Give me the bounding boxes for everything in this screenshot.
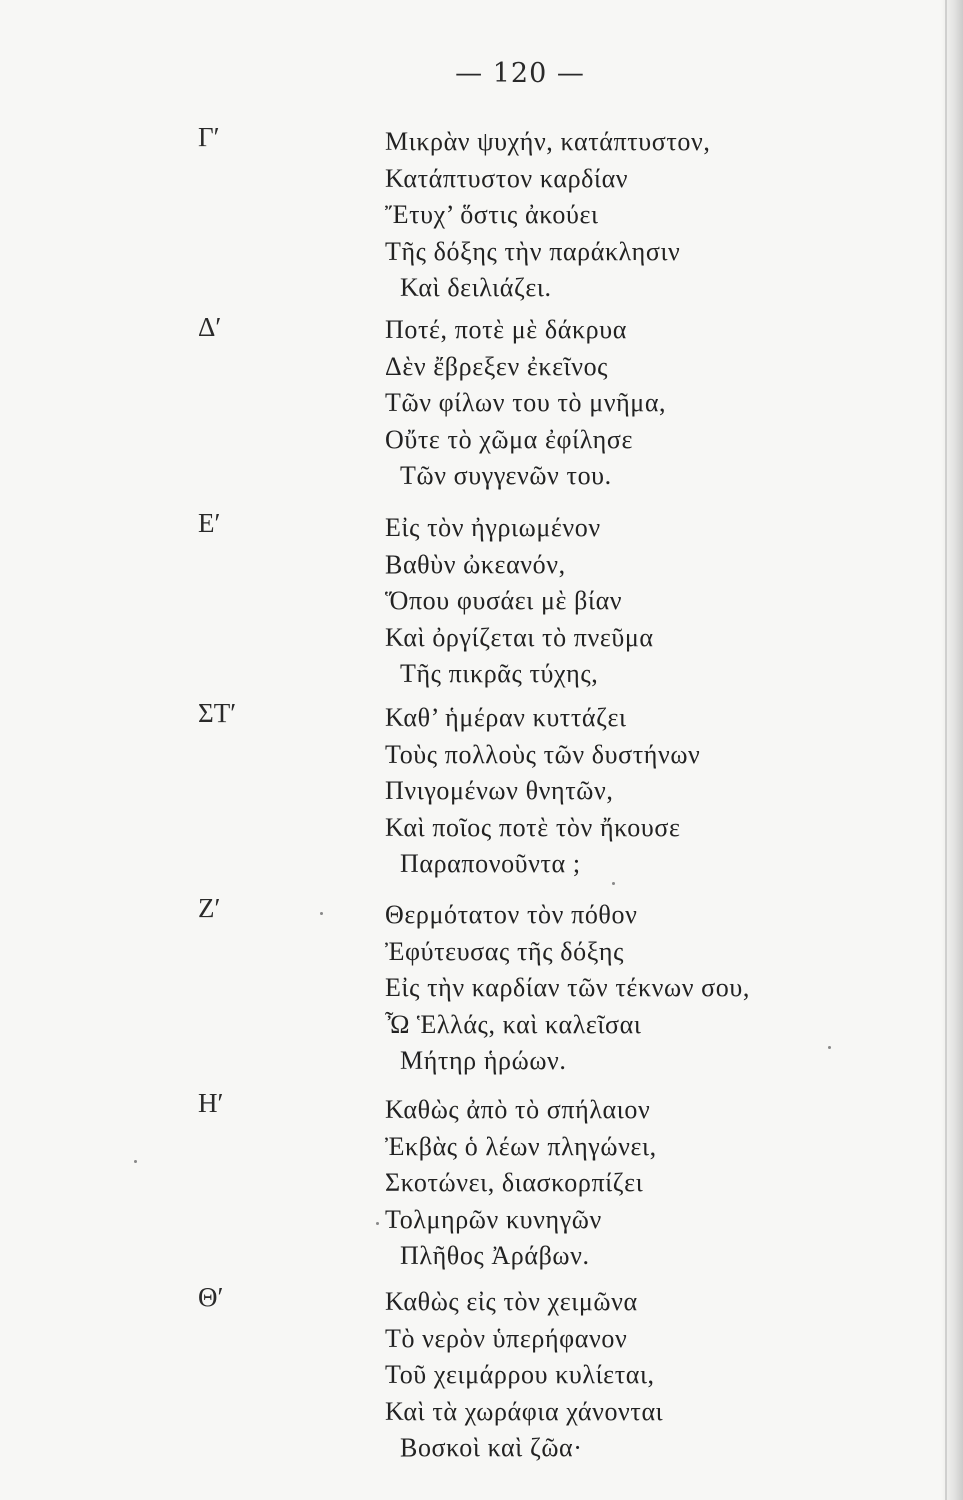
verse-line-refrain: Βοσκοὶ καὶ ζῶα·	[400, 1433, 583, 1462]
verse-line-refrain: Τῶν συγγενῶν του.	[400, 461, 612, 490]
verse-line: Βαθὺν ὠκεανόν,	[385, 549, 566, 579]
verse-line: Ἐφύτευσας τῆς δόξης	[385, 936, 624, 966]
stanza-zeta	[385, 897, 945, 1080]
page-edge-line	[945, 0, 947, 1500]
verse-line: Καθ’ ἡμέραν κυττάζει	[385, 703, 627, 732]
verse-line: Τῶν φίλων του τὸ μνῆμα,	[385, 388, 667, 417]
verse-line-refrain: Παραπονοῦντα ;	[400, 849, 581, 878]
scan-speck	[612, 882, 615, 885]
verse-line: Καὶ ὀργίζεται τὸ πνεῦμα	[385, 622, 654, 652]
page-number: — 120 —	[455, 58, 585, 89]
verse-line-refrain: Τῆς πικρᾶς τύχης,	[400, 659, 599, 688]
verse-line: Θερμότατον τὸν πόθον	[385, 900, 638, 929]
verse-line: Τῆς δόξης τὴν παράκλησιν	[385, 236, 681, 266]
verse-line-refrain: Καὶ δειλιάζει.	[400, 273, 552, 302]
scan-speck	[376, 1222, 379, 1225]
verse-line: Σκοτώνει, διασκορπίζει	[385, 1168, 644, 1197]
verse-line-refrain: Μήτηρ ἡρώων.	[400, 1046, 567, 1075]
verse-line: Ὅπου φυσάει μὲ βίαν	[385, 586, 623, 615]
verse-line: Οὔτε τὸ χῶμα ἐφίλησε	[385, 424, 634, 454]
verse-line: Κατάπτυστον καρδίαν	[385, 163, 629, 193]
verse-line: Πνιγομένων θνητῶν,	[385, 776, 614, 805]
verse-line: Ὦ Ἑλλάς, καὶ καλεῖσαι	[385, 1009, 642, 1039]
scan-speck	[828, 1046, 831, 1049]
stanza-gamma	[385, 124, 945, 307]
verse-line: Τολμηρῶν κυνηγῶν	[385, 1204, 602, 1234]
stanza-epsilon	[385, 510, 945, 693]
verse-line: Δὲν ἔβρεξεν ἐκεῖνος	[385, 351, 609, 381]
verse-line: Ἐκβὰς ὁ λέων πληγώνει,	[385, 1131, 657, 1161]
stanza-eta	[385, 1092, 945, 1275]
verse-line: Καὶ ποῖος ποτὲ τὸν ἤκουσε	[385, 812, 681, 842]
verse-line: Εἰς τὴν καρδίαν τῶν τέκνων σου,	[385, 973, 750, 1002]
verse-line: Ἔτυχ’ ὅστις ἀκούει	[385, 200, 599, 229]
verse-line: Τοῦ χειμάρρου κυλίεται,	[385, 1360, 655, 1389]
verse-line: Καθὼς ἀπὸ τὸ σπήλαιον	[385, 1095, 651, 1124]
stanza-marker-theta: Θ′	[198, 1282, 224, 1312]
stanza-marker-gamma: Γ′	[198, 122, 220, 152]
stanza-marker-delta: Δ′	[198, 312, 222, 342]
verse-line-refrain: Πλῆθος Ἀράβων.	[400, 1241, 590, 1270]
verse-line: Τοὺς πολλοὺς τῶν δυστήνων	[385, 739, 701, 769]
scan-speck	[134, 1160, 137, 1163]
verse-line: Τὸ νερὸν ὑπερήφανον	[385, 1323, 628, 1353]
verse-line: Ποτέ, ποτὲ μὲ δάκρυα	[385, 315, 627, 344]
verse-line: Καθὼς εἰς τὸν χειμῶνα	[385, 1287, 638, 1316]
stanza-marker-stigma: ΣΤ′	[198, 698, 237, 728]
scan-speck	[320, 912, 323, 915]
stanza-marker-zeta: Ζ′	[198, 893, 221, 923]
stanza-stigma	[385, 700, 945, 883]
stanza-marker-epsilon: Ε′	[198, 508, 221, 538]
verse-line: Εἰς τὸν ἠγριωμένον	[385, 513, 601, 542]
stanza-delta	[385, 312, 945, 495]
stanza-marker-eta: Η′	[198, 1088, 224, 1118]
verse-line: Μικρὰν ψυχήν, κατάπτυστον,	[385, 127, 711, 156]
verse-line: Καὶ τὰ χωράφια χάνονται	[385, 1396, 664, 1426]
stanza-theta	[385, 1284, 945, 1467]
